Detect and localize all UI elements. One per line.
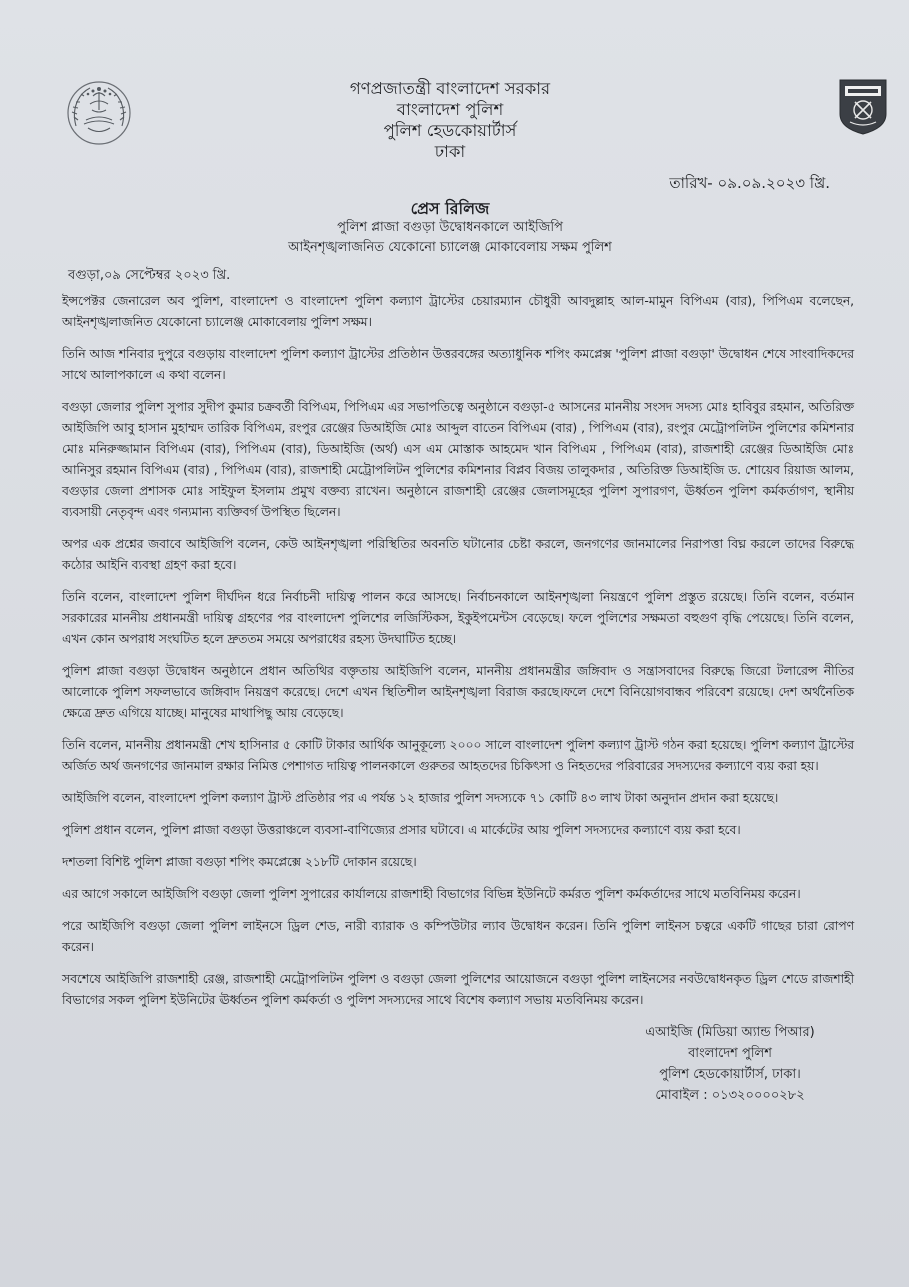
letterhead-city: ঢাকা <box>434 142 466 161</box>
paragraph: ইন্সপেক্টর জেনারেল অব পুলিশ, বাংলাদেশ ও বাংলাদেশ পুলিশ কল্যাণ ট্রাস্টের চেয়ারম্যান চৌধুরী আবদুল্লাহ আল-মামুন বিপিএম (বার), পিপিএম বলেছেন, আইনশৃঙ্খলাজনিত যেকোনো চ্যালেঞ্জ মোকাবেলায় পুলিশ সক্ষম। <box>62 293 854 329</box>
letterhead-headquarters: পুলিশ হেডকোয়ার্টার্স <box>383 121 517 140</box>
signatory-mobile: মোবাইল : ০১৩২০০০০২৮২ <box>655 1088 805 1103</box>
paragraph: দশতলা বিশিষ্ট পুলিশ প্লাজা বগুড়া শপিং কমপ্লেক্সে ২১৮টি দোকান রয়েছে। <box>62 854 417 869</box>
signature-block <box>630 1022 830 1106</box>
paragraph: সবশেষে আইজিপি রাজশাহী রেঞ্জ, রাজশাহী মেট্রোপলিটন পুলিশ ও বগুড়া জেলা পুলিশের আয়োজনে বগুড়া পুলিশ লাইনসের নবউদ্বোধনকৃত ড্রিল শেডে রাজশাহী বিভাগের সকল পুলিশ ইউনিটের ঊর্ধ্বতন পুলিশ কর্মকর্তা ও পুলিশ সদস্যদের সাথে বিশেষ কল্যাণ সভায় মতবিনিময় করেন। <box>62 971 854 1007</box>
paragraph: আইজিপি বলেন, বাংলাদেশ পুলিশ কল্যাণ ট্রাস্ট প্রতিষ্ঠার পর এ পর্যন্ত ১২ হাজার পুলিশ সদস্যকে ৭১ কোটি ৪৩ লাখ টাকা অনুদান প্রদান করা হয়েছে। <box>62 790 779 805</box>
paragraph: পরে আইজিপি বগুড়া জেলা পুলিশ লাইনসে ড্রিল শেড, নারী ব্যারাক ও কম্পিউটার ল্যাব উদ্বোধন করেন। তিনি পুলিশ লাইনস চত্বরে একটি গাছের চারা রোপণ করেন। <box>62 918 854 954</box>
signatory-title: এআইজি (মিডিয়া অ্যান্ড পিআর) <box>645 1025 815 1040</box>
signatory-org: বাংলাদেশ পুলিশ <box>688 1046 772 1061</box>
press-release-title: প্রেস রিলিজ <box>410 199 490 218</box>
paragraph: এর আগে সকালে আইজিপি বগুড়া জেলা পুলিশ সুপারের কার্যালয়ে রাজশাহী বিভাগের বিভিন্ন ইউনিটে কর্মরত পুলিশ কর্মকর্তাদের সাথে মতবিনিময় করেন। <box>62 886 801 901</box>
issue-date: তারিখ- ০৯.০৯.২০২৩ খ্রি. <box>669 174 830 192</box>
signatory-office: পুলিশ হেডকোয়ার্টার্স, ঢাকা। <box>659 1067 801 1082</box>
press-release-headline <box>220 218 680 258</box>
headline-line-2: আইনশৃঙ্খলাজনিত যেকোনো চ্যালেঞ্জ মোকাবেলায় সক্ষম পুলিশ <box>288 240 612 255</box>
paragraph: তিনি আজ শনিবার দুপুরে বগুড়ায় বাংলাদেশ পুলিশ কল্যাণ ট্রাস্টের প্রতিষ্ঠান উত্তরবঙ্গের অত্যাধুনিক শপিং কমপ্লেক্স 'পুলিশ প্লাজা বগুড়া' উদ্বোধন শেষে সাংবাদিকদের সাথে আলাপকালে এ কথা বলেন। <box>62 346 854 382</box>
dateline: বগুড়া,০৯ সেপ্টেম্বর ২০২৩ খ্রি. <box>68 268 231 283</box>
headline-line-1: পুলিশ প্লাজা বগুড়া উদ্বোধনকালে আইজিপি <box>337 220 563 235</box>
bangladesh-government-emblem-icon <box>66 80 132 146</box>
letterhead-police: বাংলাদেশ পুলিশ <box>396 100 504 119</box>
letterhead <box>250 78 650 162</box>
press-release-body <box>62 290 854 1021</box>
paragraph: বগুড়া জেলার পুলিশ সুপার সুদীপ কুমার চক্রবর্তী বিপিএম, পিপিএম এর সভাপতিত্বে অনুষ্ঠানে বগুড়া-৫ আসনের মাননীয় সংসদ সদস্য মোঃ হাবিবুর রহমান, অতিরিক্ত আইজিপি আবু হাসান মুহাম্মদ তারিক বিপিএম, রংপুর রেঞ্জের ডিআইজি মোঃ আব্দুল বাতেন বিপিএম (বার) , পিপিএম (বার), রংপুর মেট্রোপলিটন পুলিশের কমিশনার মোঃ মনিরুজ্জামান বিপিএম (বার), পিপিএম (বার), ডিআইজি (অর্থ) এস এম মোস্তাক আহমেদ খান বিপিএম , পিপিএম (বার), রাজশাহী রেঞ্জের ডিআইজি মোঃ আনিসুর রহমান বিপিএম (বার) , পিপিএম (বার), রাজশাহী মেট্রোপলিটন পুলিশের কমিশনার বিপ্লব বিজয় তালুকদার , অতিরিক্ত ডিআইজি ড. শোয়েব রিয়াজ আলম, বগুড়ার জেলা প্রশাসক মোঃ সাইফুল ইসলাম প্রমুখ বক্তব্য রাখেন। অনুষ্ঠানে রাজশাহী রেঞ্জের জেলাসমূহের পুলিশ সুপারগণ, ঊর্ধ্বতন পুলিশ কর্মকর্তাগণ, স্থানীয় ব্যবসায়ী নেতৃবৃন্দ এবং গন্যমান্য ব্যক্তিবর্গ উপস্থিত ছিলেন। <box>62 399 854 519</box>
paragraph: পুলিশ প্রধান বলেন, পুলিশ প্লাজা বগুড়া উত্তরাঞ্চলে ব্যবসা-বাণিজ্যের প্রসার ঘটাবে। এ মার্কেটের আয় পুলিশ সদস্যদের কল্যাণে ব্যয় করা হবে। <box>62 822 741 837</box>
bangladesh-police-badge-icon <box>836 76 890 136</box>
paragraph: অপর এক প্রশ্নের জবাবে আইজিপি বলেন, কেউ আইনশৃঙ্খলা পরিস্থিতির অবনতি ঘটানোর চেষ্টা করলে, জনগণের জানমালের নিরাপত্তা বিঘ্ন করলে তাদের বিরুদ্ধে কঠোর আইনি ব্যবস্থা গ্রহণ করা হবে। <box>62 536 854 572</box>
paragraph: পুলিশ প্লাজা বগুড়া উদ্বোধন অনুষ্ঠানে প্রধান অতিথির বক্তৃতায় আইজিপি বলেন, মাননীয় প্রধানমন্ত্রীর জঙ্গিবাদ ও সন্ত্রাসবাদের বিরুদ্ধে জিরো টলারেন্স নীতির আলোকে পুলিশ সফলভাবে জঙ্গিবাদ নিয়ন্ত্রণ করেছে। দেশে এখন স্থিতিশীল আইনশৃঙ্খলা বিরাজ করছে।ফলে দেশে বিনিয়োগবান্ধব পরিবেশ রয়েছে। দেশ অর্থনৈতিক ক্ষেত্রে দ্রুত এগিয়ে যাচ্ছে। মানুষের মাথাপিছু আয় বেড়েছে। <box>62 663 854 720</box>
paragraph: তিনি বলেন, মাননীয় প্রধানমন্ত্রী শেখ হাসিনার ৫ কোটি টাকার আর্থিক আনুকূল্যে ২০০০ সালে বাংলাদেশ পুলিশ কল্যাণ ট্রাস্ট গঠন করা হয়েছে। পুলিশ কল্যাণ ট্রাস্টের অর্জিত অর্থ জনগণের জানমাল রক্ষার নিমিত্ত পেশাগত দায়িত্ব পালনকালে গুরুতর আহতদের চিকিৎসা ও নিহতদের পরিবারের সদস্যদের কল্যাণে ব্যয় করা হয়। <box>62 737 854 773</box>
letterhead-government: গণপ্রজাতন্ত্রী বাংলাদেশ সরকার <box>349 79 551 98</box>
paragraph: তিনি বলেন, বাংলাদেশ পুলিশ দীর্ঘদিন ধরে নির্বাচনী দায়িত্ব পালন করে আসছে। নির্বাচনকালে আইনশৃঙ্খলা নিয়ন্ত্রণে পুলিশ প্রস্তুত রয়েছে। তিনি বলেন, বর্তমান সরকারের মাননীয় প্রধানমন্ত্রী দায়িত্ব গ্রহণের পর বাংলাদেশ পুলিশের লজিস্টিকস, ইকুইপমেন্টস বেড়েছে। ফলে পুলিশের সক্ষমতা বহুগুণ বৃদ্ধি পেয়েছে। তিনি বলেন, এখন কোন অপরাধ সংঘটিত হলে দ্রুততম সময়ে অপরাধের রহস্য উদঘাটিত হচ্ছে। <box>62 589 854 646</box>
